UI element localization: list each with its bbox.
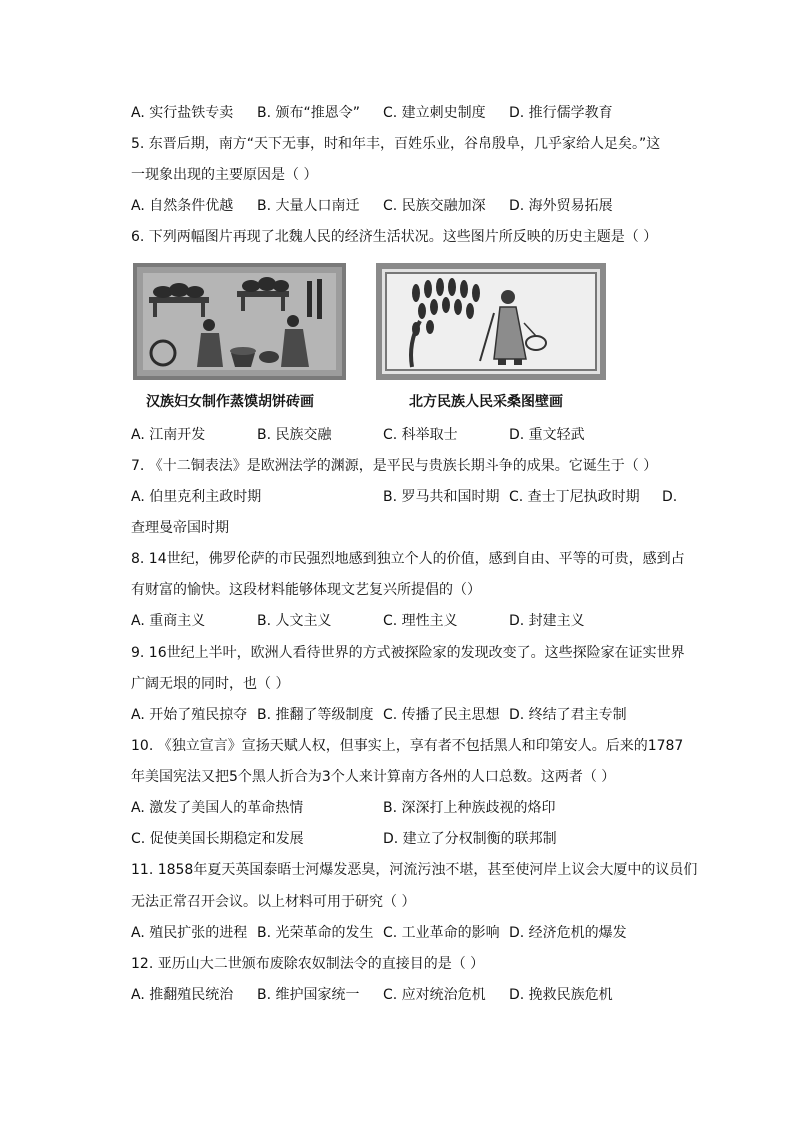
q9-stem-line1: 9. 16世纪上半叶，欧洲人看待世界的方式被探险家的发现改变了。这些探险家在证实世界 — [131, 645, 685, 661]
q11-option-c: C. 工业革命的影响 — [383, 925, 500, 941]
q10-option-c: C. 促使美国长期稳定和发展 — [131, 831, 304, 847]
q10-option-d: D. 建立了分权制衡的联邦制 — [383, 831, 557, 847]
q4-option-c: C. 建立刺史制度 — [383, 105, 486, 121]
q5-option-b: B. 大量人口南迁 — [257, 198, 360, 214]
right-image-caption: 北方民族人民采桑图壁画 — [409, 394, 563, 410]
q12-option-d: D. 挽救民族危机 — [509, 987, 613, 1003]
q6-option-c: C. 科举取士 — [383, 427, 458, 443]
q8-option-a: A. 重商主义 — [131, 613, 206, 629]
q8-option-c: C. 理性主义 — [383, 613, 458, 629]
q11-stem-line2: 无法正常召开会议。以上材料可用于研究（ ） — [131, 894, 416, 910]
q5-option-a: A. 自然条件优越 — [131, 198, 234, 214]
q8-option-b: B. 人文主义 — [257, 613, 332, 629]
q11-stem-line1: 11. 1858年夏天英国泰晤士河爆发恶臭，河流污浊不堪，甚至使河岸上议会大厦中的议员们 — [131, 862, 698, 878]
q12-option-c: C. 应对统治危机 — [383, 987, 486, 1003]
q9-stem-line2: 广阔无垠的同时，也（ ） — [131, 676, 290, 692]
q8-option-d: D. 封建主义 — [509, 613, 585, 629]
q7-option-d-text: 查理曼帝国时期 — [131, 520, 229, 536]
q7-option-b: B. 罗马共和国时期 — [383, 489, 500, 505]
q12-option-a: A. 推翻殖民统治 — [131, 987, 234, 1003]
q9-option-d: D. 终结了君主专制 — [509, 707, 627, 723]
mural-image — [376, 263, 606, 380]
q12-stem: 12. 亚历山大二世颁布废除农奴制法令的直接目的是（ ） — [131, 956, 485, 972]
q10-stem-line1: 10. 《独立宣言》宣扬天赋人权，但事实上，享有者不包括黑人和印第安人。后来的1787 — [131, 738, 684, 754]
q7-option-d: D. — [662, 489, 678, 505]
q10-stem-line2: 年美国宪法又把5个黑人折合为3个人来计算南方各州的人口总数。这两者（ ） — [131, 769, 616, 785]
q10-option-b: B. 深深打上种族歧视的烙印 — [383, 800, 556, 816]
q10-option-a: A. 激发了美国人的革命热情 — [131, 800, 304, 816]
q9-option-b: B. 推翻了等级制度 — [257, 707, 374, 723]
q5-option-c: C. 民族交融加深 — [383, 198, 486, 214]
q6-stem: 6. 下列两幅图片再现了北魏人民的经济生活状况。这些图片所反映的历史主题是（ ） — [131, 229, 658, 245]
q8-stem-line2: 有财富的愉快。这段材料能够体现文艺复兴所提倡的（） — [131, 582, 481, 598]
q4-option-a: A. 实行盐铁专卖 — [131, 105, 234, 121]
q12-option-b: B. 维护国家统一 — [257, 987, 360, 1003]
q4-option-d: D. 推行儒学教育 — [509, 105, 613, 121]
q9-option-c: C. 传播了民主思想 — [383, 707, 500, 723]
q5-stem-line2: 一现象出现的主要原因是（ ） — [131, 167, 318, 183]
q7-stem: 7. 《十二铜表法》是欧洲法学的渊源，是平民与贵族长期斗争的成果。它诞生于（ ） — [131, 458, 658, 474]
q11-option-b: B. 光荣革命的发生 — [257, 925, 374, 941]
left-image-caption: 汉族妇女制作蒸馍胡饼砖画 — [146, 394, 314, 410]
q6-option-d: D. 重文轻武 — [509, 427, 585, 443]
q6-option-a: A. 江南开发 — [131, 427, 206, 443]
q6-option-b: B. 民族交融 — [257, 427, 332, 443]
q11-option-a: A. 殖民扩张的进程 — [131, 925, 248, 941]
q7-option-a: A. 伯里克利主政时期 — [131, 489, 262, 505]
q9-option-a: A. 开始了殖民掠夺 — [131, 707, 248, 723]
q8-stem-line1: 8. 14世纪，佛罗伦萨的市民强烈地感到独立个人的价值，感到自由、平等的可贵，感到占 — [131, 551, 685, 567]
brick-painting-image — [133, 263, 346, 380]
q7-option-c: C. 查士丁尼执政时期 — [509, 489, 640, 505]
q4-option-b: B. 颁布“推恩令” — [257, 105, 361, 121]
q5-stem-line1: 5. 东晋后期，南方“天下无事，时和年丰，百姓乐业，谷帛殷阜，几乎家给人足矣。”这 — [131, 136, 661, 152]
q5-option-d: D. 海外贸易拓展 — [509, 198, 613, 214]
q11-option-d: D. 经济危机的爆发 — [509, 925, 627, 941]
